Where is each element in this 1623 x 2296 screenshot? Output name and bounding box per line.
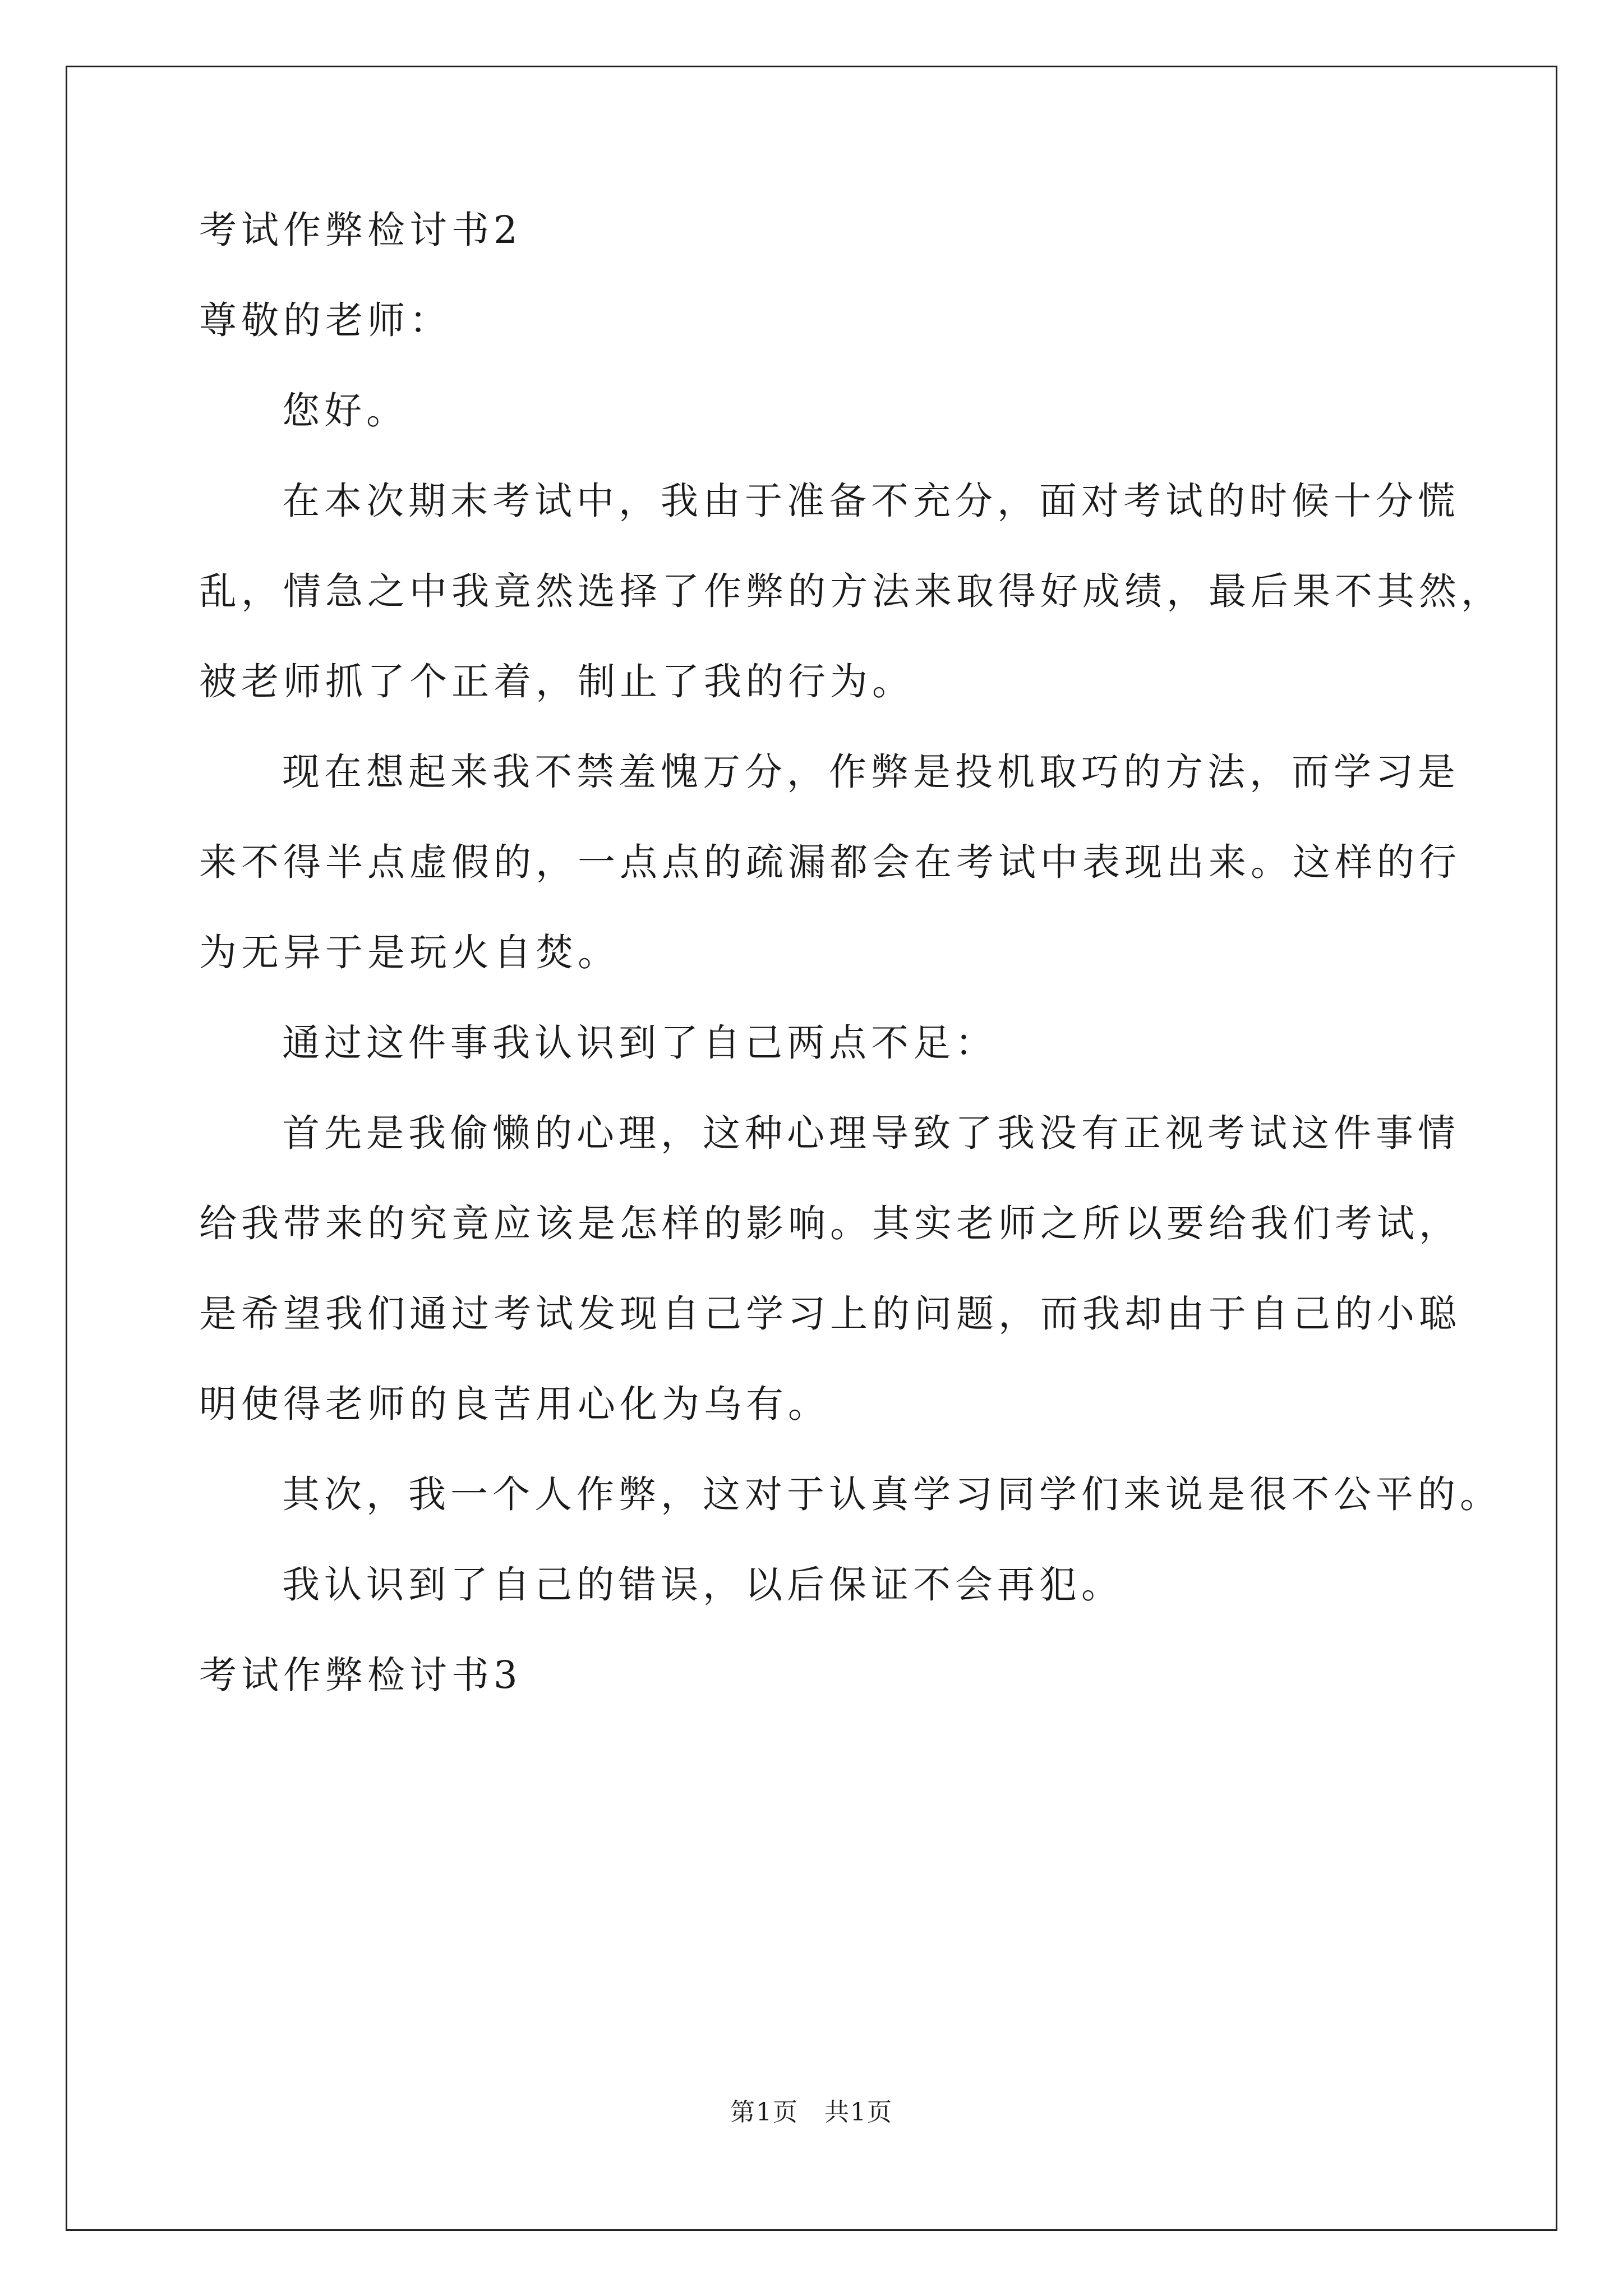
- salutation: 尊敬的老师：: [199, 298, 451, 342]
- section-title: 考试作弊检讨书2: [199, 208, 522, 252]
- paragraph-line: 明使得老师的良苦用心化为乌有。: [199, 1382, 830, 1426]
- paragraph-line: 被老师抓了个正着，制止了我的行为。: [199, 660, 914, 703]
- paragraph-line: 首先是我偷懒的心理，这种心理导致了我没有正视考试这件事情: [282, 1111, 1460, 1155]
- paragraph-line: 来不得半点虚假的，一点点的疏漏都会在考试中表现出来。这样的行: [199, 840, 1461, 884]
- paragraph-line: 给我带来的究竟应该是怎样的影响。其实老师之所以要给我们考试，: [199, 1202, 1461, 1245]
- paragraph-line: 为无异于是玩火自焚。: [199, 931, 620, 974]
- page-number: 第1页 共1页: [730, 2098, 893, 2127]
- paragraph-line: 是希望我们通过考试发现自己学习上的问题，而我却由于自己的小聪: [199, 1292, 1461, 1336]
- paragraph-line: 通过这件事我认识到了自己两点不足：: [282, 1021, 997, 1065]
- paragraph-line: 其次，我一个人作弊，这对于认真学习同学们来说是很不公平的。: [282, 1473, 1502, 1516]
- paragraph-line: 我认识到了自己的错误，以后保证不会再犯。: [282, 1563, 1123, 1607]
- paragraph-line: 在本次期末考试中，我由于准备不充分，面对考试的时候十分慌: [282, 479, 1460, 523]
- section-title: 考试作弊检讨书3: [199, 1653, 522, 1697]
- paragraph-line: 现在想起来我不禁羞愧万分，作弊是投机取巧的方法，而学习是: [282, 750, 1460, 794]
- paragraph-line: 乱，情急之中我竟然选择了作弊的方法来取得好成绩，最后果不其然，: [199, 569, 1503, 613]
- greeting: 您好。: [282, 389, 408, 432]
